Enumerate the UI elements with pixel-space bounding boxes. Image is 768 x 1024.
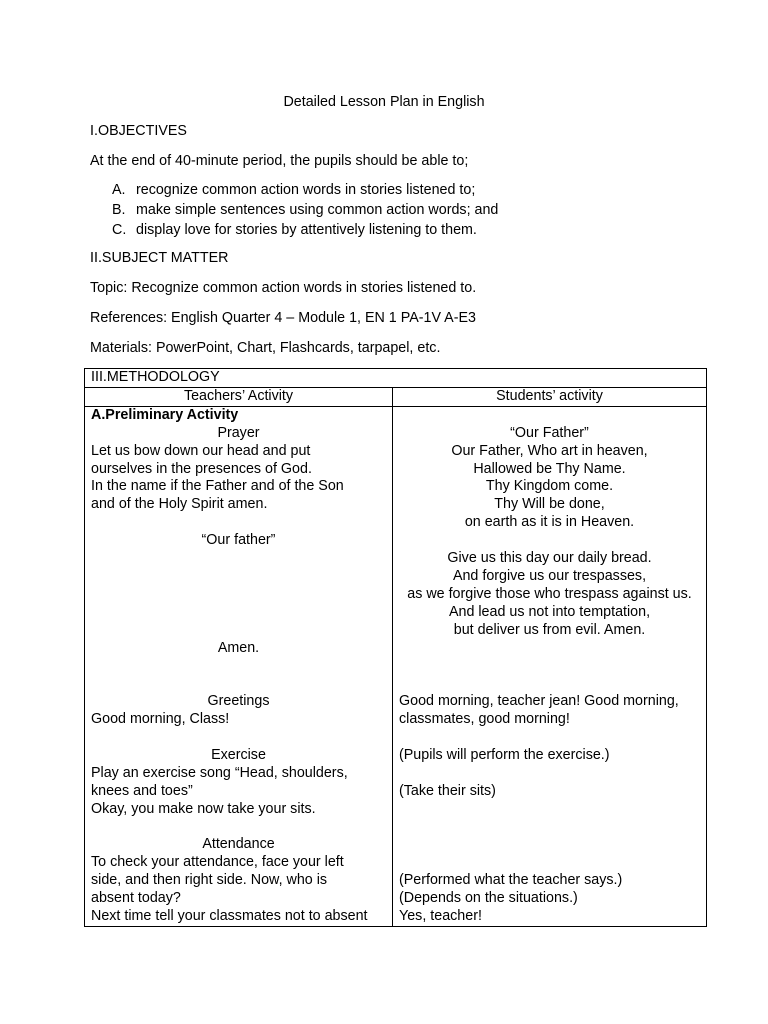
- objective-item: [112, 221, 498, 241]
- methodology-heading: III.METHODOLOGY: [85, 369, 707, 388]
- teacher-activity-line: Play an exercise song “Head, shoulders,: [91, 764, 348, 781]
- objectives-list: [112, 181, 498, 241]
- student-activity-line: Our Father, Who art in heaven,: [451, 442, 648, 459]
- student-activity-line: (Pupils will perform the exercise.): [399, 746, 610, 763]
- teacher-activity-header: Teachers’ Activity: [85, 387, 393, 406]
- teacher-activity-line: and of the Holy Spirit amen.: [91, 496, 268, 513]
- materials-line: Materials: PowerPoint, Chart, Flashcards, tarpapel, etc.: [90, 340, 441, 356]
- teacher-activity-line: [91, 604, 386, 622]
- student-activity-line: [399, 657, 700, 675]
- teacher-activity-line: absent today?: [91, 890, 181, 907]
- student-activity-line: (Take their sits): [399, 782, 496, 799]
- student-activity-line: [399, 836, 700, 854]
- student-activity-cell: [393, 406, 707, 926]
- student-activity-line: Thy Kingdom come.: [485, 478, 614, 495]
- student-activity-line: “Our Father”: [510, 424, 589, 441]
- student-activity-line: [399, 407, 700, 425]
- student-activity-line: as we forgive those who trespass against us.: [407, 585, 692, 602]
- objective-letter: C.: [112, 222, 127, 238]
- teacher-activity-line: To check your attendance, face your left: [91, 854, 344, 871]
- student-activity-line: [399, 675, 700, 693]
- student-activity-line: [399, 765, 700, 783]
- references-line: References: English Quarter 4 – Module 1, EN 1 PA-1V A-E3: [90, 310, 476, 326]
- objective-text: recognize common action words in stories listened to;: [136, 182, 476, 198]
- teacher-activity-line: Amen.: [217, 639, 260, 656]
- teacher-activity-line: Prayer: [217, 424, 260, 441]
- teacher-activity-line: [91, 514, 386, 532]
- teacher-activity-line: Greetings: [207, 693, 270, 710]
- student-activity-line: (Performed what the teacher says.): [399, 872, 623, 889]
- student-activity-line: [399, 854, 700, 872]
- student-activity-header: Students’ activity: [393, 387, 707, 406]
- objective-letter: B.: [112, 202, 126, 218]
- topic-line: Topic: Recognize common action words in stories listened to.: [90, 280, 477, 296]
- teacher-activity-line: Good morning, Class!: [91, 711, 230, 728]
- student-activity-line: [399, 729, 700, 747]
- teacher-activity-line: Next time tell your classmates not to absent: [91, 908, 368, 925]
- objectives-intro: At the end of 40-minute period, the pupils should be able to;: [90, 153, 469, 169]
- student-activity-line: Yes, teacher!: [399, 908, 482, 925]
- teacher-activity-line: [91, 675, 386, 693]
- objective-text: make simple sentences using common action words; and: [136, 202, 499, 218]
- student-activity-line: [399, 640, 700, 658]
- teacher-activity-line: side, and then right side. Now, who is: [91, 872, 328, 889]
- student-activity-line: Give us this day our daily bread.: [447, 550, 652, 567]
- teacher-activity-line: [91, 729, 386, 747]
- student-activity-line: And lead us not into temptation,: [448, 603, 651, 620]
- teacher-activity-cell: [85, 406, 393, 926]
- teacher-activity-line: ourselves in the presences of God.: [91, 460, 312, 477]
- teacher-activity-line: Exercise: [211, 746, 266, 763]
- objective-item: [112, 181, 498, 201]
- student-activity-line: [399, 532, 700, 550]
- teacher-activity-line: [91, 568, 386, 586]
- teacher-activity-line: In the name if the Father and of the Son: [91, 478, 344, 495]
- subject-matter-heading: II.SUBJECT MATTER: [90, 250, 229, 266]
- teacher-activity-line: “Our father”: [201, 532, 276, 549]
- teacher-activity-line: Let us bow down our head and put: [91, 442, 311, 459]
- student-activity-line: (Depends on the situations.): [399, 890, 578, 907]
- teacher-activity-line: A.Preliminary Activity: [91, 406, 239, 423]
- student-activity-line: but deliver us from evil. Amen.: [453, 621, 646, 638]
- teacher-activity-line: knees and toes”: [91, 782, 193, 799]
- teacher-activity-line: Okay, you make now take your sits.: [91, 800, 316, 817]
- document-title: Detailed Lesson Plan in English: [283, 94, 485, 110]
- teacher-activity-line: [91, 819, 386, 837]
- teacher-activity-line: [91, 550, 386, 568]
- objective-letter: A.: [112, 182, 126, 198]
- teacher-activity-line: Attendance: [202, 836, 275, 853]
- student-activity-line: Thy Will be done,: [494, 496, 605, 513]
- objective-text: display love for stories by attentively listening to them.: [136, 222, 477, 238]
- student-activity-line: [399, 819, 700, 837]
- teacher-activity-line: [91, 586, 386, 604]
- student-activity-line: classmates, good morning!: [399, 711, 570, 728]
- objective-item: [112, 201, 498, 221]
- teacher-activity-line: [91, 657, 386, 675]
- student-activity-line: Hallowed be Thy Name.: [473, 460, 626, 477]
- student-activity-line: on earth as it is in Heaven.: [464, 514, 635, 531]
- methodology-table: [84, 368, 707, 927]
- student-activity-line: And forgive us our trespasses,: [452, 567, 647, 584]
- student-activity-line: [399, 801, 700, 819]
- student-activity-line: Good morning, teacher jean! Good morning,: [399, 693, 679, 710]
- teacher-activity-line: [91, 622, 386, 640]
- objectives-heading: I.OBJECTIVES: [90, 123, 187, 139]
